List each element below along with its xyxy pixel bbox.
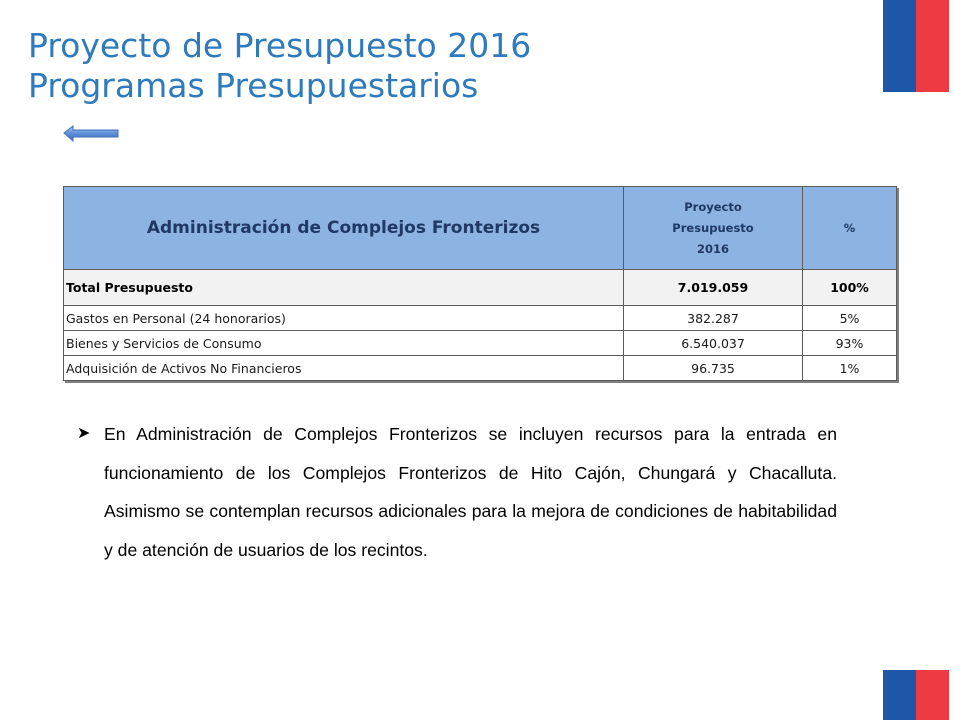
row-label: Bienes y Servicios de Consumo <box>64 331 624 356</box>
flag-stripes-bottom <box>883 670 949 720</box>
bullet-item <box>77 415 837 569</box>
flag-blue-stripe <box>883 670 916 720</box>
row-percent: 1% <box>803 356 897 381</box>
title-line-2: Programas Presupuestarios <box>28 66 479 105</box>
total-row <box>64 270 897 306</box>
percent-header: % <box>803 187 897 270</box>
flag-stripes-top <box>883 0 949 92</box>
table-row <box>64 356 897 381</box>
flag-red-stripe <box>916 0 949 92</box>
header-line: Presupuesto <box>672 220 754 235</box>
row-percent: 5% <box>803 306 897 331</box>
budget-2016-header <box>624 187 803 270</box>
row-value: 382.287 <box>624 306 803 331</box>
left-arrow-icon[interactable] <box>63 124 121 144</box>
row-value: 96.735 <box>624 356 803 381</box>
arrow-bullet-icon: ➤ <box>77 425 91 442</box>
row-label: Gastos en Personal (24 honorarios) <box>64 306 624 331</box>
header-line: Proyecto <box>684 199 742 214</box>
slide-title <box>28 26 531 106</box>
flag-red-stripe <box>916 670 949 720</box>
row-value: 7.019.059 <box>624 270 803 306</box>
bullet-paragraph: En Administración de Complejos Fronterizos se incluyen recursos para la entrada en funcionamiento de los Complejos Fronterizos de Hito Cajón, Chungará y Chacalluta. Asimismo se contemplan recursos adicionales para la mejora de condiciones de habitabilidad y de atención de usuarios de los recintos. <box>104 424 837 560</box>
table-header-row <box>64 187 897 270</box>
title-line-1: Proyecto de Presupuesto 2016 <box>28 26 532 65</box>
row-percent: 100% <box>803 270 897 306</box>
flag-blue-stripe <box>883 0 916 92</box>
table-row <box>64 331 897 356</box>
row-percent: 93% <box>803 331 897 356</box>
row-label: Total Presupuesto <box>64 270 624 306</box>
row-value: 6.540.037 <box>624 331 803 356</box>
table-row <box>64 306 897 331</box>
header-line: 2016 <box>696 241 729 256</box>
budget-table <box>63 186 897 381</box>
program-name-header: Administración de Complejos Fronterizos <box>64 187 624 270</box>
row-label: Adquisición de Activos No Financieros <box>64 356 624 381</box>
